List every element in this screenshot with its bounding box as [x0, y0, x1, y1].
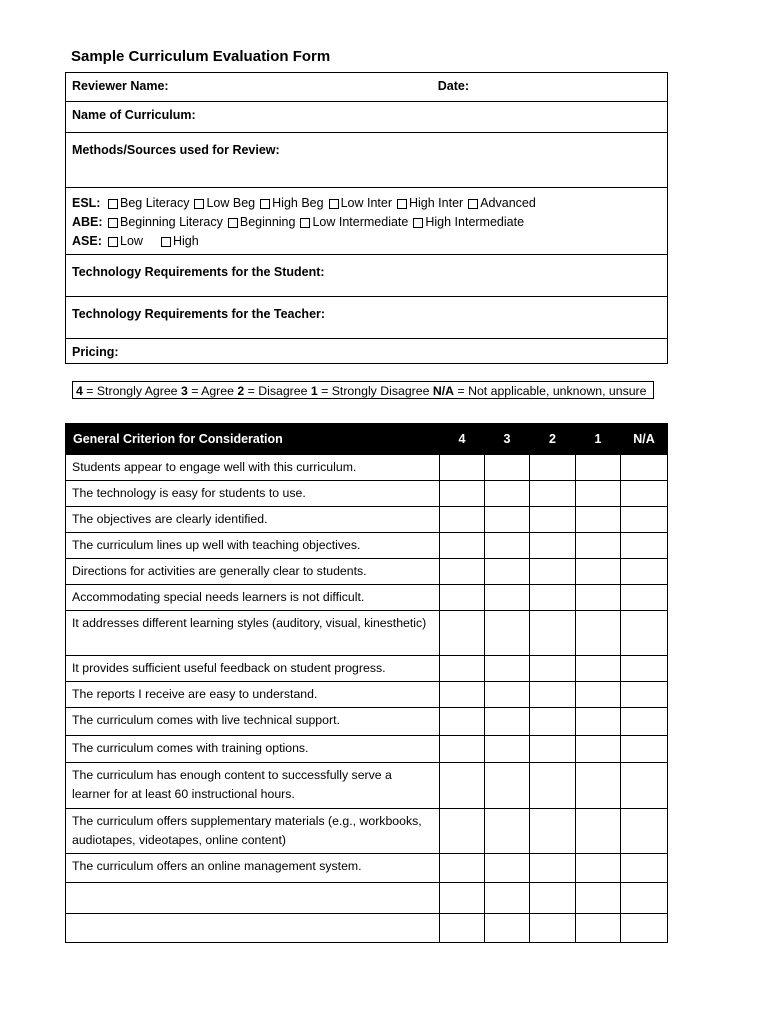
- score-header-3: 3: [485, 424, 530, 455]
- score-cell-4[interactable]: [440, 559, 485, 585]
- score-cell-1[interactable]: [576, 809, 621, 854]
- methods-label: Methods/Sources used for Review:: [72, 143, 280, 157]
- score-cell-1[interactable]: [576, 507, 621, 533]
- score-header-2: 2: [530, 424, 576, 455]
- criterion-text: It provides sufficient useful feedback on student progress.: [66, 656, 440, 682]
- score-cell-2[interactable]: [530, 914, 576, 943]
- score-cell-3[interactable]: [485, 914, 530, 943]
- checkbox-esl-low-beg[interactable]: Low Beg: [194, 194, 255, 213]
- rating-legend: 4 = Strongly Agree 3 = Agree 2 = Disagree 1 = Strongly Disagree N/A = Not applicable, unknown, unsure: [72, 381, 654, 399]
- score-cell-3[interactable]: [485, 481, 530, 507]
- form-title: Sample Curriculum Evaluation Form: [71, 48, 331, 65]
- criterion-text: Directions for activities are generally clear to students.: [66, 559, 440, 585]
- criterion-text: The curriculum offers an online management system.: [66, 854, 440, 883]
- score-cell-4[interactable]: [440, 736, 485, 763]
- esl-line: [72, 194, 661, 213]
- checkbox-icon: [194, 199, 204, 209]
- score-cell-na[interactable]: [621, 585, 668, 611]
- table-row: [66, 763, 668, 809]
- table-row: [66, 736, 668, 763]
- score-cell-na[interactable]: [621, 708, 668, 736]
- reviewer-date-row[interactable]: [66, 73, 668, 102]
- pricing-field[interactable]: [66, 339, 668, 364]
- ase-line: [72, 232, 661, 251]
- score-cell-3[interactable]: [485, 656, 530, 682]
- table-row: [66, 883, 668, 914]
- score-cell-3[interactable]: [485, 455, 530, 481]
- score-cell-na[interactable]: [621, 455, 668, 481]
- score-cell-1[interactable]: [576, 883, 621, 914]
- abe-label: ABE:: [72, 215, 103, 229]
- score-cell-3[interactable]: [485, 611, 530, 656]
- score-cell-4[interactable]: [440, 763, 485, 809]
- score-header-4: 4: [440, 424, 485, 455]
- checkbox-icon: [329, 199, 339, 209]
- score-cell-na[interactable]: [621, 682, 668, 708]
- score-cell-1[interactable]: [576, 682, 621, 708]
- score-cell-na[interactable]: [621, 763, 668, 809]
- table-row: [66, 611, 668, 656]
- criterion-text: The curriculum comes with live technical support.: [66, 708, 440, 736]
- score-cell-2[interactable]: [530, 455, 576, 481]
- score-cell-3[interactable]: [485, 809, 530, 854]
- tech-teacher-field[interactable]: [66, 297, 668, 339]
- score-cell-na[interactable]: [621, 611, 668, 656]
- score-cell-2[interactable]: [530, 559, 576, 585]
- criterion-text: [66, 914, 440, 943]
- checkbox-esl-low-inter[interactable]: Low Inter: [329, 194, 392, 213]
- score-cell-na[interactable]: [621, 809, 668, 854]
- criterion-text: The curriculum offers supplementary materials (e.g., workbooks, audiotapes, videotapes, online content): [66, 809, 440, 854]
- criteria-table: [65, 423, 668, 943]
- score-cell-1[interactable]: [576, 585, 621, 611]
- checkbox-esl-advanced[interactable]: Advanced: [468, 194, 536, 213]
- table-row: [66, 914, 668, 943]
- score-cell-4[interactable]: [440, 533, 485, 559]
- score-cell-3[interactable]: [485, 559, 530, 585]
- score-cell-na[interactable]: [621, 533, 668, 559]
- esl-label: ESL:: [72, 196, 101, 210]
- score-cell-na[interactable]: [621, 883, 668, 914]
- score-cell-1[interactable]: [576, 708, 621, 736]
- score-cell-na[interactable]: [621, 656, 668, 682]
- score-header-na: N/A: [621, 424, 668, 455]
- curriculum-name-field[interactable]: [66, 102, 668, 133]
- score-cell-1[interactable]: [576, 455, 621, 481]
- checkbox-icon: [108, 218, 118, 228]
- criterion-text: Students appear to engage well with this curriculum.: [66, 455, 440, 481]
- criterion-text: The curriculum has enough content to successfully serve a learner for at least 60 instructional hours.: [66, 763, 440, 809]
- criterion-text: The technology is easy for students to use.: [66, 481, 440, 507]
- table-row: [66, 708, 668, 736]
- score-header-1: 1: [576, 424, 621, 455]
- criterion-text: Accommodating special needs learners is not difficult.: [66, 585, 440, 611]
- checkbox-icon: [413, 218, 423, 228]
- score-cell-4[interactable]: [440, 455, 485, 481]
- score-cell-1[interactable]: [576, 854, 621, 883]
- tech-student-label: Technology Requirements for the Student:: [72, 265, 325, 279]
- score-cell-4[interactable]: [440, 883, 485, 914]
- criterion-header: General Criterion for Consideration: [66, 424, 440, 455]
- table-row: [66, 656, 668, 682]
- score-cell-2[interactable]: [530, 585, 576, 611]
- score-cell-3[interactable]: [485, 533, 530, 559]
- score-cell-2[interactable]: [530, 611, 576, 656]
- checkbox-icon: [300, 218, 310, 228]
- score-cell-na[interactable]: [621, 854, 668, 883]
- score-cell-1[interactable]: [576, 914, 621, 943]
- checkbox-icon: [468, 199, 478, 209]
- score-cell-4[interactable]: [440, 481, 485, 507]
- score-cell-1[interactable]: [576, 611, 621, 656]
- table-row: [66, 559, 668, 585]
- checkbox-icon: [397, 199, 407, 209]
- score-cell-3[interactable]: [485, 708, 530, 736]
- score-cell-4[interactable]: [440, 809, 485, 854]
- tech-teacher-label: Technology Requirements for the Teacher:: [72, 307, 326, 321]
- score-cell-4[interactable]: [440, 854, 485, 883]
- criterion-text: The curriculum lines up well with teaching objectives.: [66, 533, 440, 559]
- score-cell-3[interactable]: [485, 585, 530, 611]
- score-cell-na[interactable]: [621, 736, 668, 763]
- table-row: [66, 507, 668, 533]
- score-cell-4[interactable]: [440, 682, 485, 708]
- score-cell-1[interactable]: [576, 481, 621, 507]
- score-cell-2[interactable]: [530, 736, 576, 763]
- reviewer-name-label: Reviewer Name:: [72, 79, 169, 93]
- checkbox-icon: [108, 237, 118, 247]
- pricing-label: Pricing:: [72, 345, 119, 359]
- score-cell-2[interactable]: [530, 656, 576, 682]
- score-cell-2[interactable]: [530, 507, 576, 533]
- checkbox-esl-high-inter[interactable]: High Inter: [397, 194, 463, 213]
- checkbox-abe-high-intermediate[interactable]: High Intermediate: [413, 213, 524, 232]
- score-cell-2[interactable]: [530, 682, 576, 708]
- score-cell-3[interactable]: [485, 682, 530, 708]
- table-row: [66, 481, 668, 507]
- score-cell-na[interactable]: [621, 507, 668, 533]
- checkbox-icon: [108, 199, 118, 209]
- tech-student-field[interactable]: [66, 255, 668, 297]
- abe-line: [72, 213, 661, 232]
- score-cell-4[interactable]: [440, 656, 485, 682]
- score-cell-3[interactable]: [485, 763, 530, 809]
- criterion-text: The objectives are clearly identified.: [66, 507, 440, 533]
- checkbox-esl-beg-literacy[interactable]: Beg Literacy: [108, 194, 189, 213]
- level-checkboxes: [66, 188, 668, 255]
- score-cell-1[interactable]: [576, 736, 621, 763]
- table-row: [66, 809, 668, 854]
- checkbox-icon: [161, 237, 171, 247]
- score-cell-1[interactable]: [576, 656, 621, 682]
- score-cell-1[interactable]: [576, 763, 621, 809]
- checkbox-icon: [228, 218, 238, 228]
- checkbox-ase-high[interactable]: High: [161, 232, 199, 251]
- score-cell-2[interactable]: [530, 809, 576, 854]
- checkbox-abe-beginning-literacy[interactable]: Beginning Literacy: [108, 213, 223, 232]
- checkbox-abe-beginning[interactable]: Beginning: [228, 213, 296, 232]
- score-cell-4[interactable]: [440, 708, 485, 736]
- table-row: [66, 533, 668, 559]
- score-cell-4[interactable]: [440, 507, 485, 533]
- table-row: [66, 682, 668, 708]
- score-cell-2[interactable]: [530, 533, 576, 559]
- ase-label: ASE:: [72, 234, 102, 248]
- score-cell-2[interactable]: [530, 883, 576, 914]
- score-cell-na[interactable]: [621, 914, 668, 943]
- score-cell-3[interactable]: [485, 883, 530, 914]
- checkbox-esl-high-beg[interactable]: High Beg: [260, 194, 323, 213]
- score-cell-2[interactable]: [530, 481, 576, 507]
- score-cell-3[interactable]: [485, 854, 530, 883]
- criterion-text: The curriculum comes with training options.: [66, 736, 440, 763]
- score-cell-2[interactable]: [530, 763, 576, 809]
- table-row: [66, 854, 668, 883]
- score-cell-4[interactable]: [440, 611, 485, 656]
- score-cell-4[interactable]: [440, 914, 485, 943]
- score-cell-3[interactable]: [485, 736, 530, 763]
- table-row: [66, 585, 668, 611]
- form-header-table: [65, 72, 668, 364]
- score-cell-2[interactable]: [530, 708, 576, 736]
- checkbox-abe-low-intermediate[interactable]: Low Intermediate: [300, 213, 408, 232]
- score-cell-1[interactable]: [576, 559, 621, 585]
- checkbox-ase-low[interactable]: Low: [108, 232, 143, 251]
- date-label: Date:: [437, 79, 469, 93]
- checkbox-icon: [260, 199, 270, 209]
- criterion-text: [66, 883, 440, 914]
- score-cell-na[interactable]: [621, 559, 668, 585]
- score-cell-2[interactable]: [530, 854, 576, 883]
- score-cell-4[interactable]: [440, 585, 485, 611]
- criterion-text: The reports I receive are easy to understand.: [66, 682, 440, 708]
- score-cell-1[interactable]: [576, 533, 621, 559]
- methods-field[interactable]: [66, 133, 668, 188]
- score-cell-na[interactable]: [621, 481, 668, 507]
- table-row: [66, 455, 668, 481]
- score-cell-3[interactable]: [485, 507, 530, 533]
- curriculum-name-label: Name of Curriculum:: [72, 108, 196, 122]
- criterion-text: It addresses different learning styles (auditory, visual, kinesthetic): [66, 611, 440, 656]
